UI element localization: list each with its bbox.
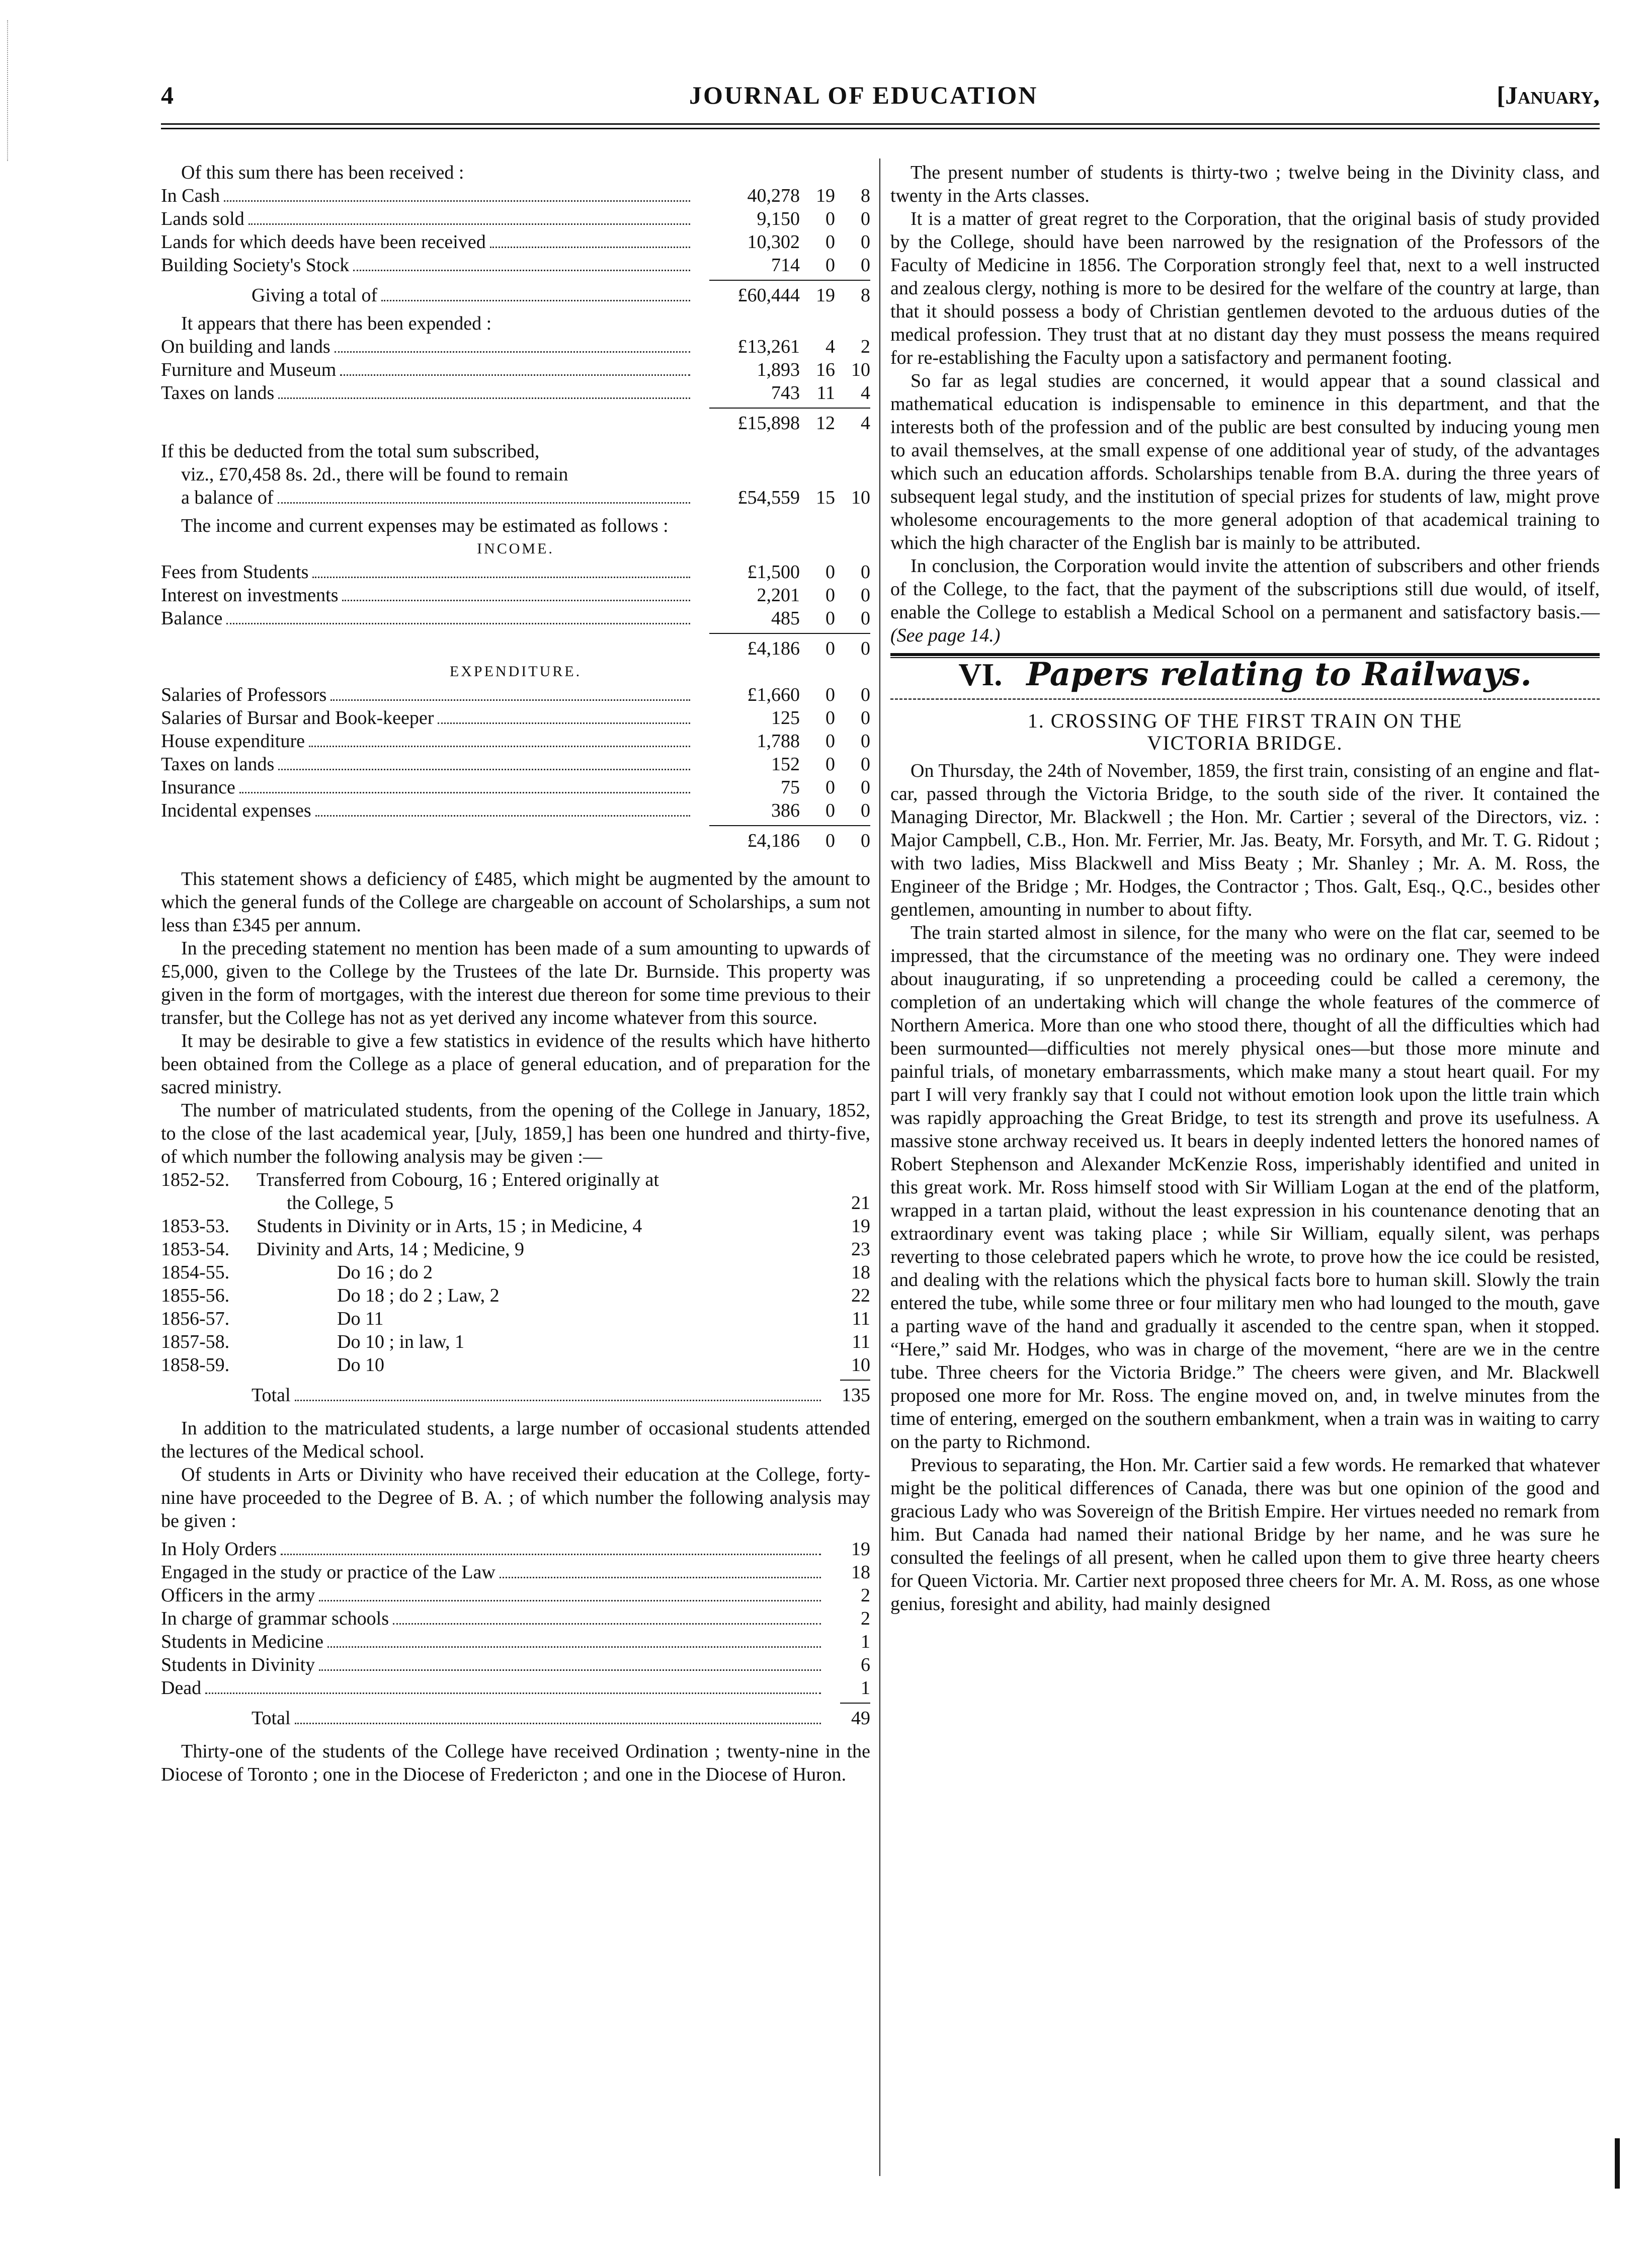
year-label: 1855-56.: [161, 1285, 230, 1306]
ledger-pounds: £54,559: [737, 487, 800, 508]
ba-label: Officers in the army: [161, 1585, 315, 1606]
ledger-row: [161, 335, 870, 358]
ba-label: In Holy Orders: [161, 1539, 277, 1560]
ledger-pence: 10: [851, 359, 870, 380]
ledger-pence: 8: [861, 185, 870, 206]
leader-dots: [239, 792, 690, 793]
ba-count: 2: [861, 1585, 870, 1606]
ledger-pounds: £13,261: [737, 336, 800, 357]
leader-dots: [331, 699, 690, 701]
article-heading-line: 1. CROSSING OF THE FIRST TRAIN ON THE: [1027, 709, 1463, 732]
ba-row: [161, 1630, 870, 1653]
ledger-pence: 0: [861, 731, 870, 752]
ba-total-row: [161, 1707, 870, 1730]
page-edge-marks: [7, 20, 11, 161]
ledger-pence: 0: [861, 561, 870, 583]
paragraph: In the preceding statement no mention has been made of a sum amounting to upwards of £5,000, given to the College by the Trustees of the late Dr. Burnside. This property was given in the form of mortgages, with the interest due thereon for some time previous to their transfer, but the College has not as yet derived any income whatever from this source.: [161, 938, 870, 1028]
year-desc: Divinity and Arts, 14 ; Medicine, 9: [257, 1239, 524, 1260]
year-label: 1856-57.: [161, 1308, 230, 1329]
ledger-pence: 0: [861, 830, 870, 851]
total-count: 135: [842, 1385, 870, 1406]
year-label: 1853-53.: [161, 1216, 230, 1237]
sum-rule: [709, 280, 870, 281]
ba-row: [161, 1607, 870, 1630]
ledger-label: Giving a total of: [252, 285, 378, 306]
ledger-shillings: 0: [825, 684, 835, 705]
ledger-pounds: 125: [771, 707, 800, 729]
balance-row: [161, 486, 870, 509]
ledger-shillings: 0: [825, 707, 835, 729]
ledger-pence: 4: [861, 382, 870, 404]
ledger-label: Furniture and Museum: [161, 359, 337, 380]
ledger-row: [161, 730, 870, 753]
year-count: 18: [851, 1262, 870, 1283]
year-label: 1854-55.: [161, 1262, 230, 1283]
ledger-shillings: 0: [825, 585, 835, 606]
paragraph: So far as legal studies are concerned, it would appear that a sound classical and mathematical education is indispensable to eminence in this department, and that the interests both of the profession and of the public are best consulted by inducing young men to avail themselves, at the small expense of one additional year of study, of the advantages which such an education affords. Scholarships tenable from B.A. during the three years of subsequent legal study, and the institution of special prizes for students of law, might prove wholesome encouragements to the more general adoption of that academical training to which the high character of the English bar is mainly to be attributed.: [890, 370, 1600, 553]
ledger-shillings: 0: [825, 731, 835, 752]
year-desc: Do 11: [337, 1308, 384, 1329]
leader-dots: [295, 1400, 821, 1401]
paragraph: On Thursday, the 24th of November, 1859, the first train, consisting of an engine and flat-car, passed through the Victoria Bridge, to the south side of the river. It contained the Managing Director, Mr. Blackwell ; the Hon. Mr. Cartier ; several of the Directors, viz. : Major Campbell, C.B., Hon. Mr. Ferrier, Mr. Jas. Beaty, Mr. Forsyth, and Mr. T. G. Ridout ; with two ladies, Miss Blackwell and Miss Beaty ; Mr. Shanley ; Mr. A. M. Ross, the Engineer of the Bridge ; Mr. Hodges, the Contractor ; Thos. Galt, Esq., Q.C., besides other gentlemen, amounting in number to about fifty.: [890, 760, 1600, 920]
leader-dots: [327, 1646, 821, 1648]
paragraph: In addition to the matriculated students, a large number of occasional students attended the lectures of the Medical school.: [161, 1418, 870, 1462]
header-rule-top: [161, 123, 1600, 125]
ledger-shillings: 16: [816, 359, 835, 380]
ledger-row: [161, 706, 870, 730]
ba-label: In charge of grammar schools: [161, 1608, 389, 1629]
year-row: [161, 1284, 870, 1307]
ledger-row: [161, 753, 870, 776]
year-count: 21: [851, 1192, 870, 1214]
ba-count: 18: [851, 1562, 870, 1583]
ba-row: [161, 1653, 870, 1676]
leader-dots: [309, 746, 690, 747]
ledger-label: Interest on investments: [161, 585, 339, 606]
year-row: [161, 1307, 870, 1330]
ba-row: [161, 1538, 870, 1561]
ledger-pence: 0: [861, 608, 870, 629]
conclusion-text: In conclusion, the Corporation would invite the attention of subscribers and other friends of the College, to the fact, that the payment of the subscriptions still due would, of itself, enable the College to establish a Medical School on a permanent and satisfactory basis.—: [890, 555, 1600, 623]
ledger-pence: 0: [861, 585, 870, 606]
ledger-shillings: 0: [825, 754, 835, 775]
ledger-label: In Cash: [161, 185, 220, 206]
ledger-shillings: 19: [816, 185, 835, 206]
year-label: 1858-59.: [161, 1354, 230, 1376]
leader-dots: [381, 300, 690, 301]
ledger-pence: 0: [861, 255, 870, 276]
ledger-row: [161, 799, 870, 822]
page-number: 4: [161, 81, 174, 109]
paragraph: It may be desirable to give a few statistics in evidence of the results which have hitherto been obtained from the College as a place of general education, and of preparation for the sacred ministry.: [161, 1030, 870, 1098]
ledger-pence: 0: [861, 707, 870, 729]
journal-title: JOURNAL OF EDUCATION: [689, 81, 1038, 109]
ledger-label: Salaries of Professors: [161, 684, 327, 705]
ledger-shillings: 0: [825, 255, 835, 276]
total-label: Total: [252, 1708, 291, 1729]
running-header: [161, 81, 1600, 116]
ledger-label: Taxes on lands: [161, 754, 275, 775]
paragraph: It is a matter of great regret to the Corporation, that the original basis of study provided by the College, should have been narrowed by the resignation of the Professors of the Faculty of Medicine in 1856. The Corporation strongly feel that, next to a well instructed and zealous clergy, nothing is more to be desired for the welfare of the country at large, than that it should possess a body of Christian gentlemen devoted to the arduous duties of the medical profession. They trust that at no distant day they must possess the means required for re-establishing the Faculty upon a satisfactory and permanent footing.: [890, 208, 1600, 368]
ledger-row: [161, 207, 870, 230]
ledger-label: Lands sold: [161, 208, 244, 229]
year-row: [161, 1353, 870, 1377]
ledger-pence: 0: [861, 638, 870, 659]
ledger-shillings: 0: [825, 638, 835, 659]
section-number: VI.: [958, 657, 1003, 692]
ledger-shillings: 0: [825, 800, 835, 821]
ledger-label: Taxes on lands: [161, 382, 275, 404]
year-count: 23: [851, 1239, 870, 1260]
ba-label: Students in Medicine: [161, 1631, 323, 1652]
ledger-total-row: [161, 284, 870, 307]
ledger-pounds: £4,186: [747, 830, 800, 851]
ba-row: [161, 1584, 870, 1607]
ledger-total-row: [161, 829, 870, 852]
expenditure-heading: EXPENDITURE.: [449, 663, 582, 680]
ledger-row: [161, 607, 870, 630]
leader-dots: [278, 769, 690, 770]
year-row: [161, 1330, 870, 1353]
ledger-row: [161, 584, 870, 607]
deduct-text: If this be deducted from the total sum subscribed,: [161, 441, 540, 462]
leader-dots: [500, 1577, 821, 1578]
ledger-shillings: 0: [825, 777, 835, 798]
year-count: 11: [852, 1308, 870, 1329]
year-row: [161, 1191, 870, 1215]
ledger-pence: 0: [861, 208, 870, 229]
section-title: [890, 656, 1600, 693]
article-heading: [890, 710, 1600, 754]
year-label: 1857-58.: [161, 1331, 230, 1352]
ledger-row: [161, 683, 870, 706]
ledger-pounds: 75: [781, 777, 800, 798]
year-row: [161, 1215, 870, 1238]
ledger-pounds: £4,186: [747, 638, 800, 659]
ledger-shillings: 15: [816, 487, 835, 508]
year-desc: the College, 5: [287, 1192, 394, 1214]
ledger-pounds: 1,788: [757, 731, 800, 752]
year-label: 1852-52.: [161, 1169, 230, 1190]
ledger-pounds: 152: [771, 754, 800, 775]
ledger-pounds: 10,302: [747, 231, 800, 253]
deduct-text: viz., £70,458 8s. 2d., there will be found to remain: [181, 464, 568, 485]
ledger-pounds: 40,278: [747, 185, 800, 206]
ledger-shillings: 0: [825, 608, 835, 629]
ledger-pounds: 714: [771, 255, 800, 276]
total-count: 49: [851, 1708, 870, 1729]
leader-dots: [205, 1693, 821, 1694]
ledger-row: [161, 230, 870, 254]
ledger-row: [161, 381, 870, 405]
paragraph: The present number of students is thirty-two ; twelve being in the Divinity class, and twenty in the Arts classes.: [890, 162, 1600, 206]
paragraph: The train started almost in silence, for the many who were on the flat car, seemed to be impressed, that the circumstance of the meeting was no ordinary one. They were indeed about inaugurating, if so unpretending a proceeding could be called a ceremony, the completion of an undertaking which will change the whole features of the commerce of Northern America. More than one who stood there, thought of all the difficulties which had been surmounted—difficulties not merely physical ones—but those more minute and painful trials, of monetary embarrassments, which make many a stout heart quail. For my part I will very frankly say that I could not without emotion look upon the little train which was rapidly approaching the Great Bridge, to test its strength and prove its usefulness. A massive stone archway received us. It bears in deeply indented letters the honored names of Robert Stephenson and Alexander McKenzie Ross, imperishably identified and united in this great work. Mr. Ross himself stood with Sir William Logan at the end of the platform, wrapped in a tartan plaid, without the least expression in his countenance denoting that an extraordinary event was taking place ; while Sir William, equally silent, was perhaps reverting to those celebrated papers which he wrote, to prove how the ice could be resisted, and dealing with the relations which the physical facts bore to human skill. Slowly the train entered the tube, while some three or four military men who had lounged to the mouth, gave a parting wave of the hand and gradually it ascended to the centre span, when it stopped. “Here,” said Mr. Hodges, who was in charge of the movement, “here are we in the centre tube. Three cheers for the Victoria Bridge.” The cheers were given, and Mr. Blackwell proposed one more for Mr. Ross. The engine moved on, and, in twelve minutes from the time of entering, emerged on the southern embankment, when a train was in waiting to carry on the party to Richmond.: [890, 922, 1600, 1453]
ledger-pence: 0: [861, 777, 870, 798]
ledger-label: Lands for which deeds have been received: [161, 231, 486, 253]
ledger-label: Balance: [161, 608, 223, 629]
ba-count: 2: [861, 1608, 870, 1629]
ledger-shillings: 4: [825, 336, 835, 357]
leader-dots: [249, 223, 690, 225]
leader-dots: [335, 351, 690, 353]
leader-dots: [490, 247, 690, 248]
expended-intro: It appears that there has been expended :: [181, 313, 492, 334]
article-heading-line: VICTORIA BRIDGE.: [1147, 732, 1343, 754]
ledger-row: [161, 560, 870, 584]
ledger-pounds: 9,150: [757, 208, 800, 229]
ba-row: [161, 1676, 870, 1700]
year-count: 19: [851, 1216, 870, 1237]
leader-dots: [281, 1554, 821, 1555]
leader-dots: [319, 1669, 821, 1671]
leader-dots: [393, 1623, 821, 1625]
column-divider: [879, 158, 880, 2176]
ledger-label: Insurance: [161, 777, 235, 798]
ledger-pounds: 2,201: [757, 585, 800, 606]
ledger-shillings: 11: [816, 382, 835, 404]
leader-dots: [319, 1600, 821, 1601]
section-name: Papers relating to Railways.: [1026, 656, 1532, 693]
ledger-pounds: £15,898: [737, 413, 800, 434]
ledger-total-row: [161, 412, 870, 435]
ledger-row: [161, 358, 870, 381]
ledger-label: Salaries of Bursar and Book-keeper: [161, 707, 434, 729]
right-column: [890, 161, 1600, 1616]
leader-dots: [342, 600, 690, 601]
ledger-label: On building and lands: [161, 336, 331, 357]
ledger-row: [161, 254, 870, 277]
total-label: Total: [252, 1385, 291, 1406]
year-desc: Do 16 ; do 2: [337, 1262, 433, 1283]
year-count: 11: [852, 1331, 870, 1352]
leader-dots: [340, 374, 690, 376]
paragraph: Thirty-one of the students of the College have received Ordination ; twenty-nine in the Diocese of Toronto ; one in the Diocese of Fredericton ; and one in the Diocese of Huron.: [161, 1741, 870, 1785]
ba-count: 1: [861, 1677, 870, 1699]
year-count: 10: [851, 1354, 870, 1376]
ledger-pence: 0: [861, 684, 870, 705]
sum-rule: [840, 1703, 870, 1704]
ledger-pounds: 1,893: [757, 359, 800, 380]
leader-dots: [312, 577, 690, 578]
ledger-row: [161, 184, 870, 207]
year-count: 22: [851, 1285, 870, 1306]
ledger-label: a balance of: [181, 487, 274, 508]
ledger-pounds: £1,660: [747, 684, 800, 705]
ledger-pounds: 485: [771, 608, 800, 629]
ledger-pounds: 743: [771, 382, 800, 404]
leader-dots: [438, 722, 690, 724]
ledger-row: [161, 776, 870, 799]
leader-dots: [278, 502, 690, 504]
ba-count: 6: [861, 1654, 870, 1675]
year-desc: Do 10 ; in law, 1: [337, 1331, 464, 1352]
sum-rule: [709, 825, 870, 826]
ledger-shillings: 0: [825, 830, 835, 851]
leader-dots: [353, 270, 690, 271]
ledger-pounds: £1,500: [747, 561, 800, 583]
year-total-row: [161, 1384, 870, 1407]
ledger-pence: 10: [851, 487, 870, 508]
ba-label: Engaged in the study or practice of the Law: [161, 1562, 495, 1583]
ba-label: Dead: [161, 1677, 202, 1699]
ledger-total-row: [161, 637, 870, 660]
sum-rule: [840, 1380, 870, 1381]
sum-rule: [709, 633, 870, 634]
paragraph: The number of matriculated students, from the opening of the College in January, 1852, to the close of the last academical year, [July, 1859,] has been one hundred and thirty-five, of which number the following analysis may be given :—: [161, 1100, 870, 1167]
year-label: 1853-54.: [161, 1239, 230, 1260]
year-desc: Do 10: [337, 1354, 384, 1376]
ledger-shillings: 0: [825, 561, 835, 583]
paragraph: [890, 554, 1600, 647]
year-desc: Do 18 ; do 2 ; Law, 2: [337, 1285, 500, 1306]
ba-label: Students in Divinity: [161, 1654, 315, 1675]
year-desc: Transferred from Cobourg, 16 ; Entered originally at: [257, 1169, 659, 1190]
paragraph: Of students in Arts or Divinity who have received their education at the College, forty-nine have proceeded to the Degree of B. A. ; of which number the following analysis may be given :: [161, 1464, 870, 1532]
leader-dots: [295, 1723, 821, 1724]
header-rule-bottom: [161, 128, 1600, 129]
leader-dots: [315, 815, 690, 817]
ledger-label: Building Society's Stock: [161, 255, 350, 276]
ledger-label: Incidental expenses: [161, 800, 311, 821]
header-month: [January,: [1497, 81, 1600, 109]
ledger-pence: 8: [861, 285, 870, 306]
leader-dots: [226, 623, 690, 624]
left-column: [161, 161, 870, 1786]
ledger-pence: 2: [861, 336, 870, 357]
sum-rule: [709, 408, 870, 409]
year-row: [161, 1238, 870, 1261]
ledger-shillings: 0: [825, 231, 835, 253]
ledger-pence: 0: [861, 231, 870, 253]
ledger-label: House expenditure: [161, 731, 305, 752]
paragraph: Previous to separating, the Hon. Mr. Cartier said a few words. He remarked that whatever might be the political differences of Canada, there was but one opinion of the good and gracious Lady who was Sovereign of the British Empire. Her virtues needed no remark from him. But Canada had named their national Bridge by her name, and he was sure he consulted the feelings of all present, when he called upon them to give three hearty cheers for Queen Victoria. Mr. Cartier next proposed three cheers for Mr. A. M. Ross, as one whose genius, foresight and ability, had mainly designed: [890, 1455, 1600, 1615]
ledger-label: Fees from Students: [161, 561, 309, 583]
income-intro: The income and current expenses may be estimated as follows :: [181, 515, 669, 536]
ledger-pence: 0: [861, 754, 870, 775]
ledger-shillings: 19: [816, 285, 835, 306]
year-row: [161, 1168, 870, 1191]
leader-dots: [224, 200, 690, 202]
ledger-shillings: 0: [825, 208, 835, 229]
ledger-pounds: 386: [771, 800, 800, 821]
paragraph: This statement shows a deficiency of £485, which might be augmented by the amount to which the general funds of the College are chargeable on account of Scholarships, a sum not less than £345 per annum.: [161, 868, 870, 936]
year-row: [161, 1261, 870, 1284]
ledger-pounds: £60,444: [737, 285, 800, 306]
received-intro: Of this sum there has been received :: [181, 162, 464, 183]
year-desc: Students in Divinity or in Arts, 15 ; in Medicine, 4: [257, 1216, 642, 1237]
ledger-shillings: 12: [816, 413, 835, 434]
ledger-pence: 0: [861, 800, 870, 821]
ledger-pence: 4: [861, 413, 870, 434]
leader-dots: [278, 397, 690, 399]
see-page-link[interactable]: (See page 14.): [890, 625, 1001, 646]
margin-mark: [1615, 2138, 1620, 2189]
ba-row: [161, 1561, 870, 1584]
ba-count: 1: [861, 1631, 870, 1652]
income-heading: INCOME.: [477, 540, 554, 557]
ba-count: 19: [851, 1539, 870, 1560]
journal-page: [161, 75, 1600, 2189]
